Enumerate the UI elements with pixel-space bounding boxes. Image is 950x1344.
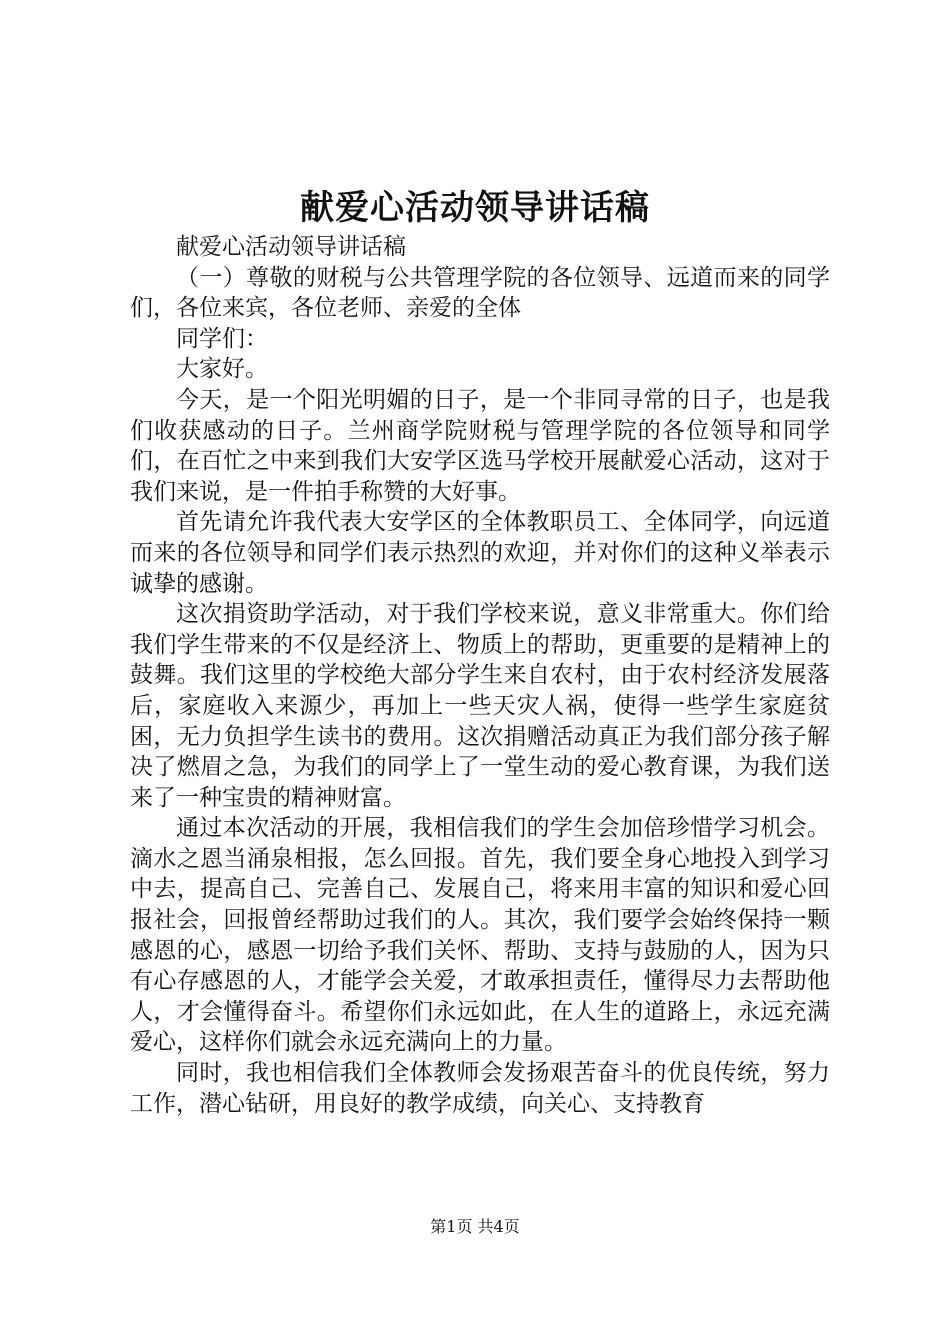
paragraph-body: 今天，是一个阳光明媚的日子，是一个非同寻常的日子，也是我们收获感动的日子。兰州商学院财税与管理学院的各位领导和同学们，在百忙之中来到我们大安学区选马学校开展献爱心活动，这对于我们来说，是一件拍手称赞的大好事。: [130, 386, 830, 505]
paragraph-body: 首先请允许我代表大安学区的全体教职员工、全体同学，向远道而来的各位领导和同学们表示热烈的欢迎，并对你们的这种义举表示诚挚的感谢。: [130, 509, 830, 597]
paragraph-body: 同时，我也相信我们全体教师会发扬艰苦奋斗的优良传统，努力工作，潜心钻研，用良好的教学成绩，向关心、支持教育: [130, 1060, 830, 1117]
paragraph-salutation-end: 同学们：: [176, 325, 268, 352]
document-title: 献爱心活动领导讲话稿: [300, 188, 650, 228]
paragraph-body: 这次捐资助学活动，对于我们学校来说，意义非常重大。你们给我们学生带来的不仅是经济上、物质上的帮助，更重要的是精神上的鼓舞。我们这里的学校绝大部分学生来自农村，由于农村经济发展落后，家庭收入来源少，再加上一些天灾人祸，使得一些学生家庭贫困，无力负担学生读书的费用。这次捐赠活动真正为我们部分孩子解决了燃眉之急，为我们的同学上了一堂生动的爱心教育课，为我们送来了一种宝贵的精神财富。: [130, 601, 830, 811]
paragraph-body: 通过本次活动的开展，我相信我们的学生会加倍珍惜学习机会。滴水之恩当涌泉相报，怎么回报。首先，我们要全身心地投入到学习中去，提高自己、完善自己、发展自己，将来用丰富的知识和爱心回报社会，回报曾经帮助过我们的人。其次，我们要学会始终保持一颗感恩的心，感恩一切给予我们关怀、帮助、支持与鼓励的人，因为只有心存感恩的人，才能学会关爱，才敢承担责任，懂得尽力去帮助他人，才会懂得奋斗。希望你们永远如此，在人生的道路上，永远充满爱心，这样你们就会永远充满向上的力量。: [130, 815, 830, 1056]
paragraph-greeting: 大家好。: [176, 356, 268, 383]
document-body: [130, 232, 830, 1119]
page-number-footer: 第1页 共4页: [430, 1217, 520, 1236]
paragraph-subtitle: 献爱心活动领导讲话稿: [176, 234, 406, 260]
paragraph-salutation: （一）尊敬的财税与公共管理学院的各位领导、远道而来的同学们，各位来宾，各位老师、亲爱的全体: [130, 264, 830, 322]
